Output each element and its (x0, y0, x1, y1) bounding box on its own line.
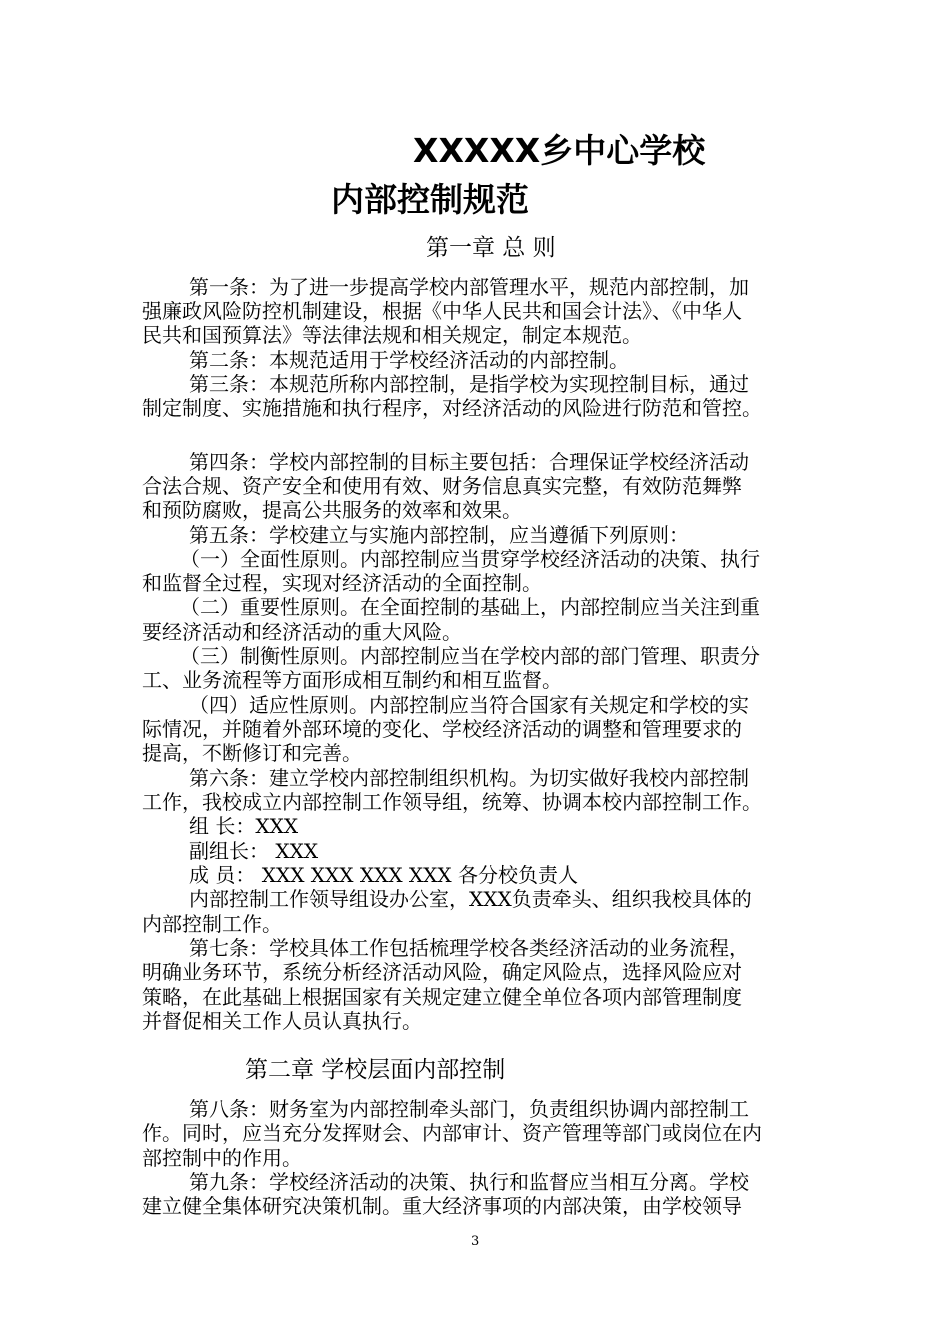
text-line: 内部控制工作。 (142, 912, 282, 936)
text-line: 第一条：为了进一步提高学校内部管理水平，规范内部控制，加 (189, 275, 749, 299)
title-line-1: XXXXX乡中心学校 (413, 131, 706, 170)
text-line: （三）制衡性原则。内部控制应当在学校内部的部门管理、职责分 (180, 644, 760, 668)
text-line: 副组长： XXX (189, 839, 319, 863)
text-line: 和监督全过程，实现对经济活动的全面控制。 (142, 571, 542, 595)
text-line: 第七条：学校具体工作包括梳理学校各类经济活动的业务流程， (189, 936, 749, 960)
text-line: 第二条：本规范适用于学校经济活动的内部控制。 (189, 348, 629, 372)
chapter-2-heading: 第二章 学校层面内部控制 (245, 1057, 506, 1083)
text-line: 成 员： XXX XXX XXX XXX 各分校负责人 (189, 863, 579, 887)
text-line: 内部控制工作领导组设办公室，XXX负责牵头、组织我校具体的 (189, 887, 752, 911)
text-line: 第五条：学校建立与实施内部控制，应当遵循下列原则： (189, 523, 689, 547)
text-line: 建立健全集体研究决策机制。重大经济事项的内部决策，由学校领导 (142, 1194, 742, 1218)
text-line: 强廉政风险防控机制建设，根据《中华人民共和国会计法》、《中华人 (142, 299, 742, 323)
text-line: 并督促相关工作人员认真执行。 (142, 1009, 422, 1033)
title-line-2: 内部控制规范 (331, 180, 529, 219)
text-line: 第三条：本规范所称内部控制，是指学校为实现控制目标，通过 (189, 372, 749, 396)
text-line: 提高，不断修订和完善。 (142, 741, 362, 765)
text-line: 明确业务环节，系统分析经济活动风险，确定风险点，选择风险应对 (142, 960, 742, 984)
text-line: 第四条：学校内部控制的目标主要包括：合理保证学校经济活动 (189, 450, 749, 474)
text-line: （二）重要性原则。在全面控制的基础上，内部控制应当关注到重 (180, 595, 760, 619)
text-line: 作。同时，应当充分发挥财会、内部审计、资产管理等部门或岗位在内 (142, 1121, 762, 1145)
text-line: 要经济活动和经济活动的重大风险。 (142, 620, 462, 644)
text-line: 组 长：XXX (189, 814, 299, 838)
text-line: 合法合规、资产安全和使用有效、财务信息真实完整，有效防范舞弊 (142, 474, 742, 498)
text-line: 工、业务流程等方面形成相互制约和相互监督。 (142, 668, 562, 692)
text-line: 第八条：财务室为内部控制牵头部门，负责组织协调内部控制工 (189, 1097, 749, 1121)
page-number: 3 (471, 1234, 480, 1249)
text-line: 第九条：学校经济活动的决策、执行和监督应当相互分离。学校 (189, 1170, 749, 1194)
text-line: 制定制度、实施措施和执行程序，对经济活动的风险进行防范和管控。 (142, 396, 762, 420)
text-line: （一）全面性原则。内部控制应当贯穿学校经济活动的决策、执行 (180, 547, 760, 571)
text-line: 部控制中的作用。 (142, 1146, 302, 1170)
text-line: 际情况，并随着外部环境的变化、学校经济活动的调整和管理要求的 (142, 717, 742, 741)
chapter-1-heading: 第一章 总 则 (426, 235, 556, 261)
text-line: 民共和国预算法》等法律法规和相关规定，制定本规范。 (142, 323, 642, 347)
text-line: 策略，在此基础上根据国家有关规定建立健全单位各项内部管理制度 (142, 985, 742, 1009)
text-line: 工作，我校成立内部控制工作领导组，统筹、协调本校内部控制工作。 (142, 790, 762, 814)
text-line: 和预防腐败，提高公共服务的效率和效果。 (142, 498, 522, 522)
text-line: 第六条：建立学校内部控制组织机构。为切实做好我校内部控制 (189, 766, 749, 790)
text-line: （四）适应性原则。内部控制应当符合国家有关规定和学校的实 (189, 693, 749, 717)
